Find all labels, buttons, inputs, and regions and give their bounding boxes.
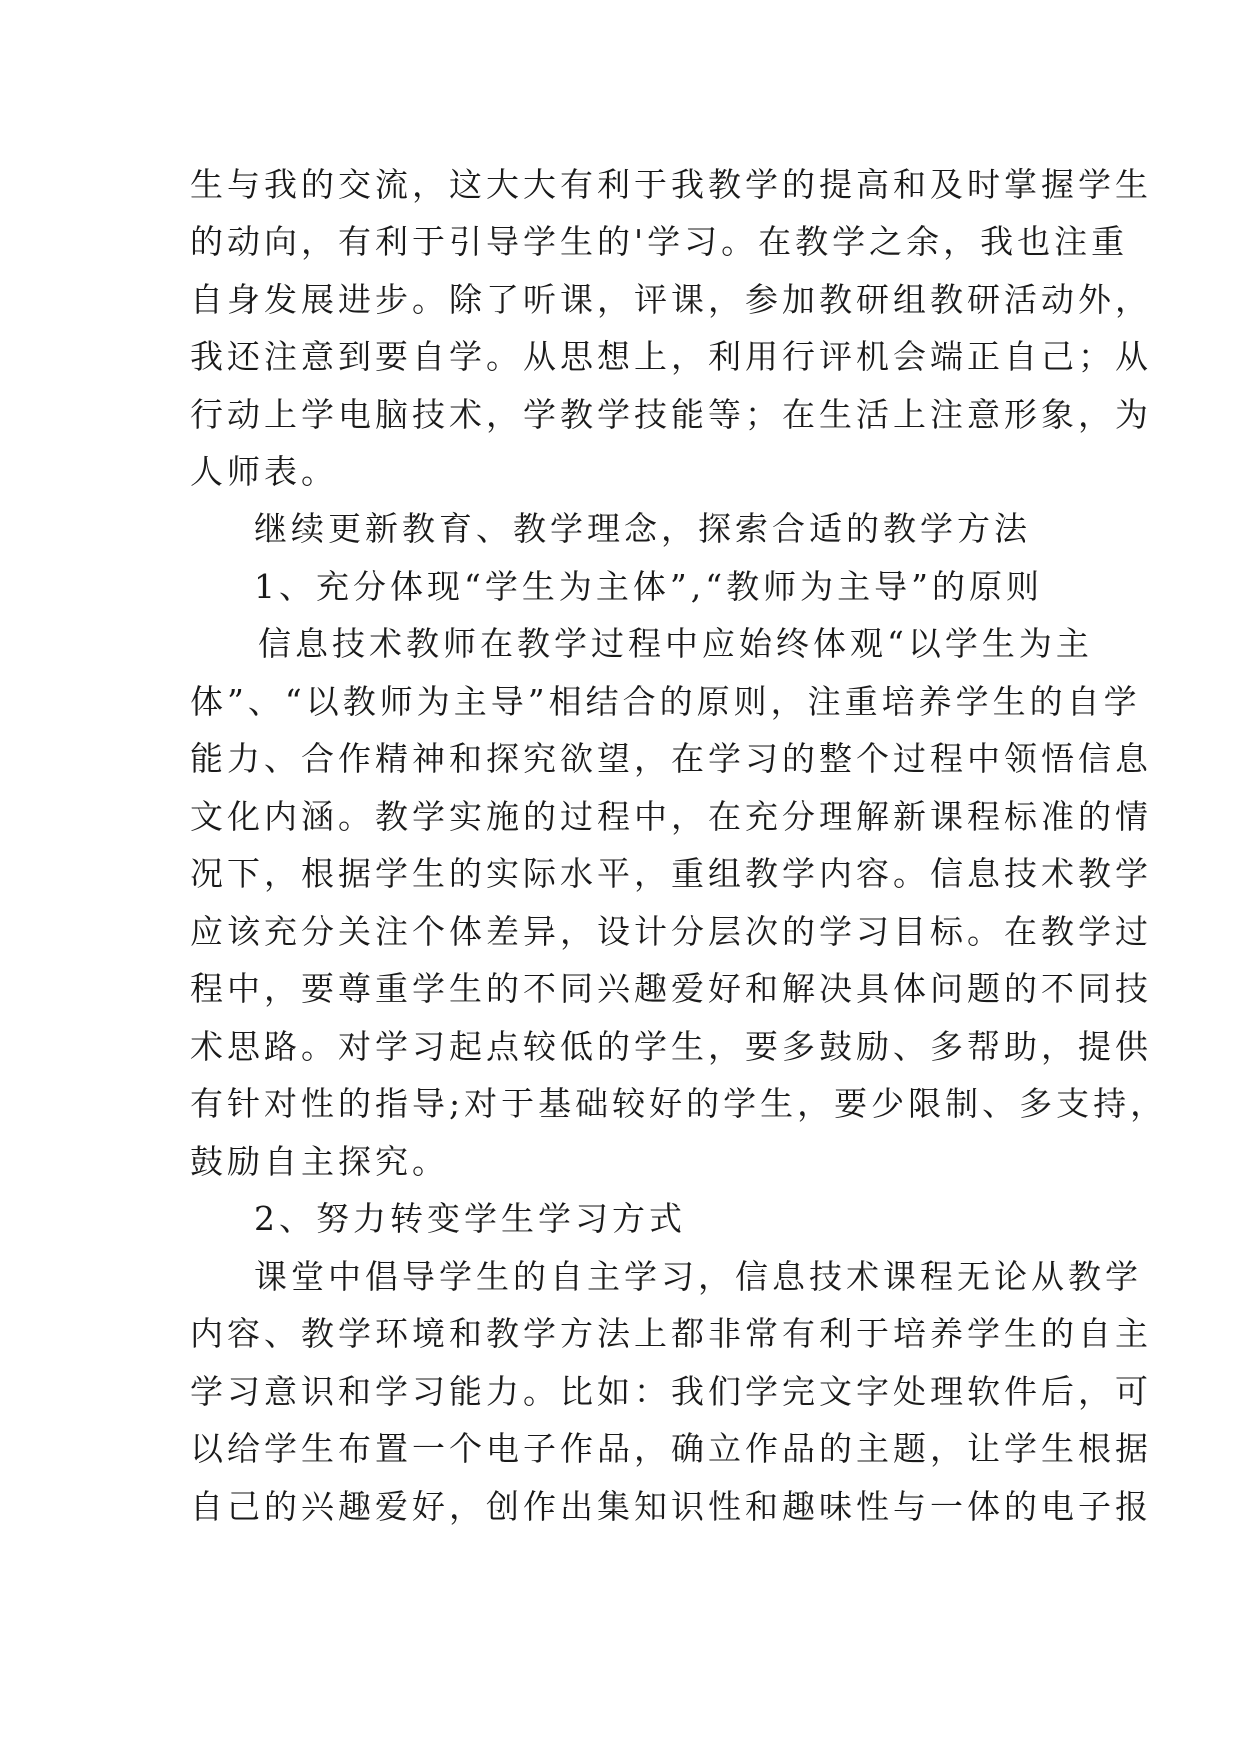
subheading-2: 2、努力转变学生学习方式	[254, 1199, 686, 1238]
text-line-2: 的动向，有利于引导学生的'学习。在教学之余，我也注重	[190, 222, 1129, 261]
text-line-20: 课堂中倡导学生的自主学习，信息技术课程无论从教学	[254, 1257, 1142, 1296]
text-line-11: 能力、合作精神和探究欲望，在学习的整个过程中领悟信息	[190, 739, 1152, 778]
text-line-12: 文化内涵。教学实施的过程中，在充分理解新课程标准的情	[190, 797, 1152, 836]
text-line-3: 自身发展进步。除了听课，评课，参加教研组教研活动外，	[190, 280, 1152, 319]
text-line-13: 况下，根据学生的实际水平，重组教学内容。信息技术教学	[190, 854, 1152, 893]
text-line-5: 行动上学电脑技术，学教学技能等；在生活上注意形象，为	[190, 395, 1152, 434]
section-heading: 继续更新教育、教学理念，探索合适的教学方法	[254, 509, 1031, 548]
text-line-4: 我还注意到要自学。从思想上，利用行评机会端正自己；从	[190, 337, 1152, 376]
text-line-17: 有针对性的指导;对于基础较好的学生，要少限制、多支持，	[190, 1084, 1168, 1123]
text-line-14: 应该充分关注个体差异，设计分层次的学习目标。在教学过	[190, 912, 1152, 951]
text-line-10: 体”、“以教师为主导”相结合的原则，注重培养学生的自学	[190, 682, 1141, 721]
text-line-18: 鼓励自主探究。	[190, 1142, 449, 1181]
text-line-16: 术思路。对学习起点较低的学生，要多鼓励、多帮助，提供	[190, 1027, 1152, 1066]
text-line-1: 生与我的交流，这大大有利于我教学的提高和及时掌握学生	[190, 165, 1152, 204]
subheading-1: 1、充分体现“学生为主体”,“教师为主导”的原则	[254, 567, 1043, 606]
text-line-22: 学习意识和学习能力。比如：我们学完文字处理软件后，可	[190, 1372, 1152, 1411]
text-line-6: 人师表。	[190, 452, 338, 491]
text-line-23: 以给学生布置一个电子作品，确立作品的主题，让学生根据	[190, 1429, 1152, 1468]
text-line-21: 内容、教学环境和教学方法上都非常有利于培养学生的自主	[190, 1314, 1152, 1353]
text-line-24: 自己的兴趣爱好，创作出集知识性和趣味性与一体的电子报	[190, 1487, 1152, 1526]
text-line-9: 信息技术教师在教学过程中应始终体观“以学生为主	[258, 624, 1093, 663]
text-line-15: 程中，要尊重学生的不同兴趣爱好和解决具体问题的不同技	[190, 969, 1152, 1008]
